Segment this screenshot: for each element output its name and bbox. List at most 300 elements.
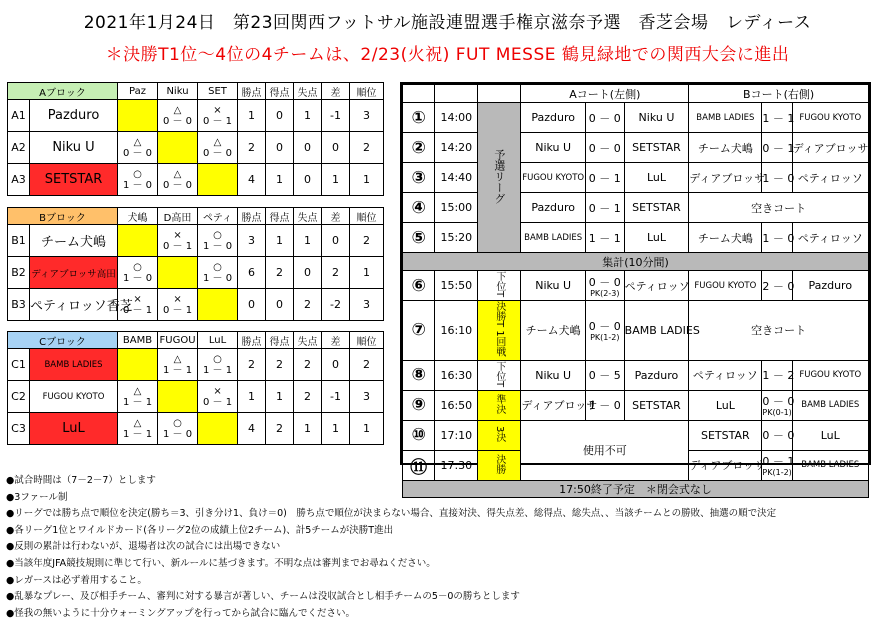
court-a-score-value: 0 － 0 [588,275,621,289]
court-b-score-value: 2 － 0 [762,279,795,293]
court-b-team2: ディアブロッサ [792,133,868,163]
court-b-team2: FUGOU KYOTO [792,103,868,133]
stat-cell: 3 [350,289,384,321]
result-line: △ [173,353,182,365]
court-a-score-value: 0 － 0 [588,320,621,334]
court-a-score [585,301,624,361]
block-col-header: 差 [322,83,350,100]
block-col-header: 得点 [266,332,294,349]
result-line: 1 － 0 [162,428,193,440]
note-line: ●当該年度JFA競技規則に準じて行い、新ルールに基づきます。不明な点は審判までお尋ねください。 [6,558,436,569]
block-row [8,349,384,381]
court-a-team2: LuL [624,163,689,193]
court-b-team1: SETSTAR [689,420,762,450]
block-table-3 [7,331,384,445]
team-id: C1 [8,349,30,381]
court-a-team1: Pazduro [521,193,586,223]
stat-cell: 0 [266,289,294,321]
match-number: ④ [403,193,435,223]
result-line: 1 － 0 [202,240,233,252]
result-cell [158,413,198,445]
stat-cell: 1 [266,381,294,413]
result-line: △ [173,104,182,116]
result-line: 0 － 1 [162,304,193,316]
block-col-header: SET [198,83,238,100]
block-name: Cブロック [8,332,118,349]
match-row [403,390,869,420]
block-col-header: 失点 [294,332,322,349]
stat-cell: 0 [322,225,350,257]
court-a-score-value: 0 － 1 [588,171,621,185]
note-line: ●レガースは必ず着用すること。 [6,574,147,586]
result-line: × [173,229,182,241]
court-a-header: Aコート(左側) [521,85,689,103]
block-col-header: 順位 [350,83,384,100]
court-a-score-value: 1 － 0 [588,399,621,413]
block-col-header: 犬嶋 [118,208,158,225]
match-number: ⑦ [403,301,435,361]
match-number: ③ [403,163,435,193]
round-label [478,103,521,253]
result-line: 1 － 1 [162,364,193,376]
court-a-team2: Niku U [624,103,689,133]
note-line: ●試合時間は（7－2－7）とします [6,475,156,486]
stage-label-text: 準決 [493,393,505,414]
team-name: SETSTAR [30,164,118,196]
block-row [8,381,384,413]
stat-cell: 1 [294,413,322,445]
result-line: × [173,293,182,305]
result-line: 1 － 1 [122,396,153,408]
court-b-team2: FUGOU KYOTO [792,360,868,390]
result-line: 1 － 0 [122,272,153,284]
stat-cell: 2 [266,257,294,289]
note-line: ●各リーグ1位とワイルドカード(各リーグ2位の成績上位2チーム)、計5チームが決勝T進出 [6,524,394,536]
block-col-header: FUGOU [158,332,198,349]
result-cell [198,349,238,381]
match-row [403,360,869,390]
match-row [403,133,869,163]
court-b-team2: ペティロッソ [792,223,868,253]
court-b-score [762,133,795,163]
court-b-score-value: 0 － 1 [762,141,795,155]
stat-cell: 2 [238,349,266,381]
result-line: 0 － 0 [202,147,233,159]
match-number: ⑧ [403,360,435,390]
match-time: 14:20 [435,133,478,163]
court-b-team1: LuL [689,390,762,420]
block-table-1 [7,82,384,196]
court-a-score-value: 0 － 0 [588,111,621,125]
match-row [403,271,869,301]
result-cell [198,132,238,164]
court-b-score [762,420,795,450]
stage-label-text: 3決 [493,425,505,443]
result-line: × [133,293,142,305]
match-number: ⑩ [403,420,435,450]
court-a-team2: LuL [624,223,689,253]
stat-cell: 0 [266,100,294,132]
result-cell [118,289,158,321]
stat-cell: 1 [266,225,294,257]
court-a-team1: Niku U [521,133,586,163]
header-blank [403,85,435,103]
court-a-team2: SETSTAR [624,193,689,223]
stat-cell: 2 [350,132,384,164]
block-col-header: 得点 [266,83,294,100]
match-time: 16:10 [435,301,478,361]
team-name: ペティロッソ香芝 [30,289,118,321]
block-col-header: 順位 [350,208,384,225]
stage-label-text: 下位T [493,271,505,298]
result-cell [198,381,238,413]
team-id: A3 [8,164,30,196]
match-row [403,193,869,223]
court-b-team1: ディアブロッサ [689,163,762,193]
court-a-team1: Pazduro [521,103,586,133]
match-number: ⑨ [403,390,435,420]
break-row [403,253,869,271]
match-time: 15:50 [435,271,478,301]
match-time: 14:00 [435,103,478,133]
note-line: ●乱暴なプレー、及び相手チーム、審判に対する暴言が著しい、チームは没収試合とし相手チームの5－0の勝ちとします [6,591,520,603]
result-line: △ [173,168,182,180]
court-b-team1: FUGOU KYOTO [689,271,762,301]
break-label: 集計(10分間) [403,253,869,271]
block-col-header: 失点 [294,83,322,100]
court-b-team2: ペティロッソ [792,163,868,193]
block-table-2 [7,207,384,321]
stage-label [478,271,521,301]
note-line: ●3ファール制 [6,491,68,503]
stat-cell: 2 [350,225,384,257]
result-line: △ [133,417,142,429]
match-time: 16:50 [435,390,478,420]
stat-cell: 0 [238,289,266,321]
end-row [403,480,869,497]
team-name: Niku U [30,132,118,164]
stage-label-text: 決勝T 1回戦 [493,301,505,357]
block-row [8,289,384,321]
court-b-score-value: 1 － 1 [762,111,795,125]
stage-label [478,301,521,361]
team-id: C2 [8,381,30,413]
court-b-score [762,390,795,420]
block-col-header: ペティ [198,208,238,225]
court-b-header: Bコート(右側) [689,85,869,103]
court-a-team1: FUGOU KYOTO [521,163,586,193]
court-b-pk: PK(0-1) [762,408,792,418]
stage-label [478,420,521,450]
court-a-team2: Pazduro [624,360,689,390]
result-cell [198,100,238,132]
result-line: × [213,385,222,397]
stage-label-text: 決勝 [493,453,505,474]
stage-label [478,390,521,420]
result-line: ○ [213,229,222,241]
result-cell [118,257,158,289]
stat-cell: 1 [322,164,350,196]
result-line: 1 － 0 [202,272,233,284]
header-blank [478,85,521,103]
result-cell [118,349,158,381]
page-title: 2021年1月24日 第23回関西フットサル施設連盟選手権京滋奈予選 香芝会場 レディース [83,13,812,33]
stat-cell: 1 [294,225,322,257]
block-col-header: 勝点 [238,83,266,100]
stat-cell: 2 [350,349,384,381]
schedule-table [402,84,869,498]
stage-label-text: 下位T [493,360,505,387]
court-b-team1: ペティロッソ [689,360,762,390]
result-cell [158,164,198,196]
stat-cell: -2 [322,289,350,321]
result-line: ○ [133,168,142,180]
stat-cell: -1 [322,100,350,132]
court-b-team2: BAMB LADIES [792,450,868,480]
block-col-header: 順位 [350,332,384,349]
court-a-score [585,360,624,390]
block-col-header: D高田 [158,208,198,225]
court-b-score [762,223,795,253]
result-line: 0 － 1 [202,115,233,127]
stat-cell: 1 [350,164,384,196]
team-name: ディアブロッサ高田 [30,257,118,289]
team-name: チーム犬嶋 [30,225,118,257]
stat-cell: 2 [322,257,350,289]
court-a-unusable: 使用不可 [521,420,689,480]
match-time: 15:20 [435,223,478,253]
result-cell [158,100,198,132]
court-a-score [585,133,624,163]
result-cell [198,289,238,321]
match-number: ⑥ [403,271,435,301]
match-number: ① [403,103,435,133]
result-line: 0 － 0 [122,147,153,159]
court-a-team1: Niku U [521,271,586,301]
team-id: A1 [8,100,30,132]
result-cell [158,257,198,289]
result-cell [118,100,158,132]
result-line: × [213,104,222,116]
stat-cell: 0 [322,349,350,381]
match-time: 17:10 [435,420,478,450]
court-b-score-value: 0 － 1 [762,455,795,469]
note-line: ●反則の累計は行わないが、退場者は次の試合には出場できない [6,541,281,553]
match-row [403,420,869,450]
stat-cell: 3 [350,381,384,413]
court-a-score [585,223,624,253]
stage-label [478,360,521,390]
stat-cell: 1 [350,413,384,445]
court-a-team1: チーム犬嶋 [521,301,586,361]
stat-cell: 1 [266,164,294,196]
result-line: 1 － 1 [122,428,153,440]
note-line: ●怪我の無いように十分ウォーミングアップを行ってから試合に臨んでください。 [6,607,356,619]
stat-cell: 0 [294,132,322,164]
court-a-team1: ディアブロッサ [521,390,586,420]
match-time: 17:30 [435,450,478,480]
court-b-team2: LuL [792,420,868,450]
team-id: A2 [8,132,30,164]
match-row [403,163,869,193]
result-cell [198,164,238,196]
court-a-team2: SETSTAR [624,390,689,420]
court-a-team2: BAMB LADIES [624,301,689,361]
court-b-score-value: 0 － 0 [762,429,795,443]
block-col-header: Paz [118,83,158,100]
team-name: LuL [30,413,118,445]
stat-cell: 1 [322,413,350,445]
stat-cell: 0 [322,132,350,164]
block-col-header: 勝点 [238,208,266,225]
court-a-pk: PK(1-2) [590,333,620,343]
block-row [8,100,384,132]
block-col-header: 差 [322,208,350,225]
result-cell [158,381,198,413]
stat-cell: 2 [266,349,294,381]
result-line: 0 － 1 [122,304,153,316]
result-line: ○ [173,417,182,429]
result-line: ○ [133,261,142,273]
block-row [8,164,384,196]
result-cell [198,413,238,445]
page-subtitle: ＊決勝T1位～4位の4チームは、2/23(火祝) FUT MESSE 鶴見緑地での関西大会に進出 [105,45,790,65]
court-b-score-value: 0 － 0 [762,395,795,409]
court-b-score [762,450,795,480]
team-id: B1 [8,225,30,257]
match-time: 16:30 [435,360,478,390]
end-label: 17:50終了予定 ＊閉会式なし [403,480,869,497]
court-b-team1: チーム犬嶋 [689,223,762,253]
court-a-team1: Niku U [521,360,586,390]
stat-cell: 1 [238,100,266,132]
block-name: Bブロック [8,208,118,225]
schedule-panel [400,82,871,496]
court-b-team1: ディアブロッサ [689,450,762,480]
team-id: C3 [8,413,30,445]
court-a-score-value: 0 － 0 [588,141,621,155]
block-row [8,257,384,289]
stat-cell: 3 [238,225,266,257]
court-a-score-value: 1 － 1 [588,231,621,245]
block-row [8,413,384,445]
block-name: Aブロック [8,83,118,100]
block-col-header: 差 [322,332,350,349]
result-line: △ [133,385,142,397]
stat-cell: -1 [322,381,350,413]
result-cell [158,225,198,257]
court-b-empty: 空きコート [689,301,869,361]
stat-cell: 0 [294,164,322,196]
result-cell [118,164,158,196]
match-time: 15:00 [435,193,478,223]
block-col-header: Niku [158,83,198,100]
result-line: 1 － 1 [202,364,233,376]
match-number: ⑤ [403,223,435,253]
result-line: 0 － 1 [202,396,233,408]
result-cell [198,225,238,257]
court-b-empty: 空きコート [689,193,869,223]
team-id: B2 [8,257,30,289]
stage-label [478,450,521,480]
round-label-text: 予選リーグ [492,148,506,204]
block-row [8,132,384,164]
stat-cell: 1 [294,100,322,132]
result-cell [118,225,158,257]
court-b-score [762,103,795,133]
stat-cell: 4 [238,413,266,445]
stat-cell: 2 [294,381,322,413]
court-a-score [585,193,624,223]
stat-cell: 2 [294,289,322,321]
result-cell [198,257,238,289]
match-row [403,103,869,133]
court-b-pk: PK(1-2) [762,468,792,478]
court-a-score [585,390,624,420]
team-name: Pazduro [30,100,118,132]
stat-cell: 2 [294,349,322,381]
court-a-pk: PK(2-3) [590,288,620,298]
result-line: ○ [213,261,222,273]
court-a-score-value: 0 － 5 [588,369,621,383]
result-cell [158,289,198,321]
court-a-score [585,163,624,193]
note-line: ●リーグでは勝ち点で順位を決定(勝ち＝3、引き分け1、負け＝0) 勝ち点で順位が決まらない場合、直接対決、得失点差、総得点、総失点、、当該チームとの勝敗、抽選の順で決定 [6,508,777,520]
block-col-header: 得点 [266,208,294,225]
block-col-header: 失点 [294,208,322,225]
stat-cell: 1 [238,381,266,413]
result-cell [118,413,158,445]
stat-cell: 0 [266,132,294,164]
result-line: 0 － 0 [162,115,193,127]
stat-cell: 6 [238,257,266,289]
result-cell [118,132,158,164]
court-b-score-value: 1 － 2 [762,369,795,383]
result-line: ○ [213,353,222,365]
court-b-score [762,163,795,193]
stat-cell: 1 [350,257,384,289]
result-cell [118,381,158,413]
court-a-score [585,271,624,301]
match-number: ⑪ [403,450,435,480]
court-b-team2: BAMB LADIES [792,390,868,420]
result-line: △ [133,136,142,148]
match-number: ② [403,133,435,163]
court-a-score-value: 0 － 1 [588,201,621,215]
court-a-team2: SETSTAR [624,133,689,163]
stat-cell: 3 [350,100,384,132]
team-name: BAMB LADIES [30,349,118,381]
court-b-score-value: 1 － 0 [762,231,795,245]
court-b-team1: BAMB LADIES [689,103,762,133]
court-b-score [762,271,795,301]
match-row [403,223,869,253]
result-cell [158,132,198,164]
court-b-team1: チーム犬嶋 [689,133,762,163]
court-a-team1: BAMB LADIES [521,223,586,253]
result-cell [158,349,198,381]
block-col-header: 勝点 [238,332,266,349]
court-a-score [585,103,624,133]
result-line: 0 － 0 [162,179,193,191]
court-b-score [762,360,795,390]
block-col-header: LuL [198,332,238,349]
result-line: 0 － 1 [162,240,193,252]
stat-cell: 0 [294,257,322,289]
court-b-team2: Pazduro [792,271,868,301]
stat-cell: 2 [238,132,266,164]
match-row [403,301,869,361]
